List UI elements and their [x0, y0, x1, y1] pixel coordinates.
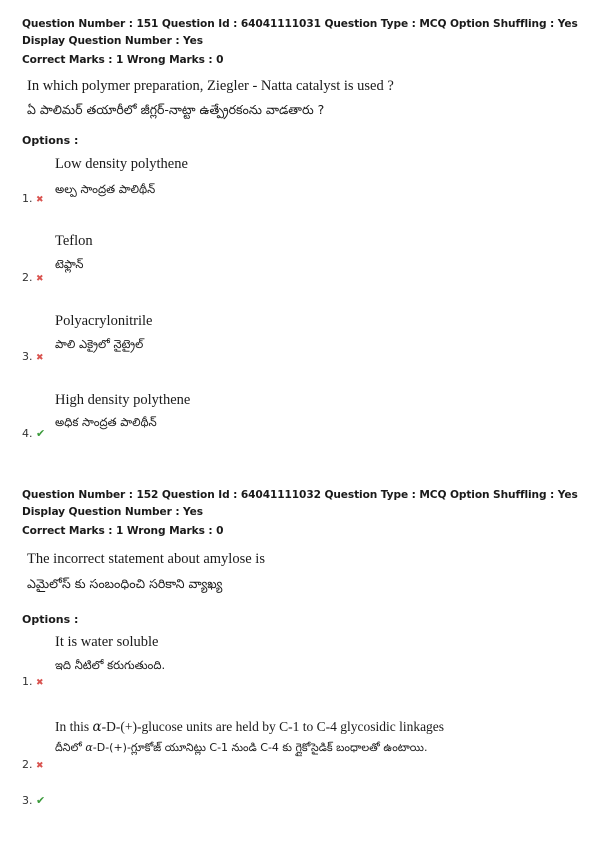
question-stem-english: In which polymer preparation, Ziegler - Natta catalyst is used ?: [27, 78, 394, 94]
wrong-mark-icon: ✖: [36, 353, 44, 363]
option-text-english: In this α-D-(+)-glucose units are held by C-1 to C-4 glycosidic linkages: [55, 719, 445, 735]
question-meta-line3: Correct Marks : 1 Wrong Marks : 0: [22, 525, 224, 537]
wrong-mark-icon: ✖: [36, 761, 44, 771]
option-text-english: Teflon: [55, 233, 93, 249]
option-number: 4. ✔: [22, 427, 46, 440]
option-text-telugu: అల్ప సాంద్రత పాలిథీన్: [55, 182, 156, 196]
check-mark-icon: ✔: [36, 427, 46, 440]
question-meta-line2: Display Question Number : Yes: [22, 35, 203, 47]
option-number: 1. ✖: [22, 675, 44, 688]
question-meta-line3: Correct Marks : 1 Wrong Marks : 0: [22, 54, 224, 66]
option-number: 1. ✖: [22, 192, 44, 205]
question-stem-english: The incorrect statement about amylose is: [27, 551, 265, 567]
question-stem-telugu: ఏ పాలిమర్ తయారీలో జీగ్లర్-నాట్టా ఉత్ప్రేరకంను వాడతారు ?: [27, 102, 325, 117]
wrong-mark-icon: ✖: [36, 195, 44, 205]
option-number: 2. ✖: [22, 758, 44, 771]
option-text-telugu: టెఫ్లాన్: [55, 257, 84, 271]
wrong-mark-icon: ✖: [36, 678, 44, 688]
option-text-english: Polyacrylonitrile: [55, 313, 153, 329]
option-number: 3. ✔: [22, 794, 46, 807]
option-number: 3. ✖: [22, 350, 44, 363]
question-meta-line1: Question Number : 151 Question Id : 64041111031 Question Type : MCQ Option Shuffling : Yes: [22, 18, 578, 30]
option-text-telugu: పాలి ఎక్రైలో నైట్రైల్: [55, 337, 144, 351]
option-text-english: It is water soluble: [55, 634, 159, 650]
question-stem-telugu: ఎమైలోస్ కు సంబంధించి సరికాని వ్యాఖ్య: [27, 576, 223, 591]
alpha-symbol: α: [92, 719, 102, 735]
options-label: Options :: [22, 613, 79, 626]
option-text-telugu: దీనిలో α-D-(+)-గ్లూకోజ్ యూనిట్లు C-1 నుండి C-4 కు గ్లైకోసైడిక్ బంధాలతో ఉంటాయి.: [55, 741, 428, 754]
question-152: [22, 487, 582, 807]
option-text-telugu: అధిక సాంద్రత పాలిథీన్: [55, 415, 157, 429]
option-text-english: Low density polythene: [55, 156, 188, 172]
wrong-mark-icon: ✖: [36, 274, 44, 284]
check-mark-icon: ✔: [36, 794, 46, 807]
question-meta-line1: Question Number : 152 Question Id : 64041111032 Question Type : MCQ Option Shuffling : Yes: [22, 489, 578, 501]
options-label: Options :: [22, 134, 79, 147]
question-meta-line2: Display Question Number : Yes: [22, 506, 203, 518]
option-text-telugu: ఇది నీటిలో కరుగుతుంది.: [55, 658, 166, 672]
question-151: [22, 16, 582, 440]
alpha-symbol: α: [85, 741, 93, 754]
option-number: 2. ✖: [22, 271, 44, 284]
option-text-english: High density polythene: [55, 392, 191, 408]
